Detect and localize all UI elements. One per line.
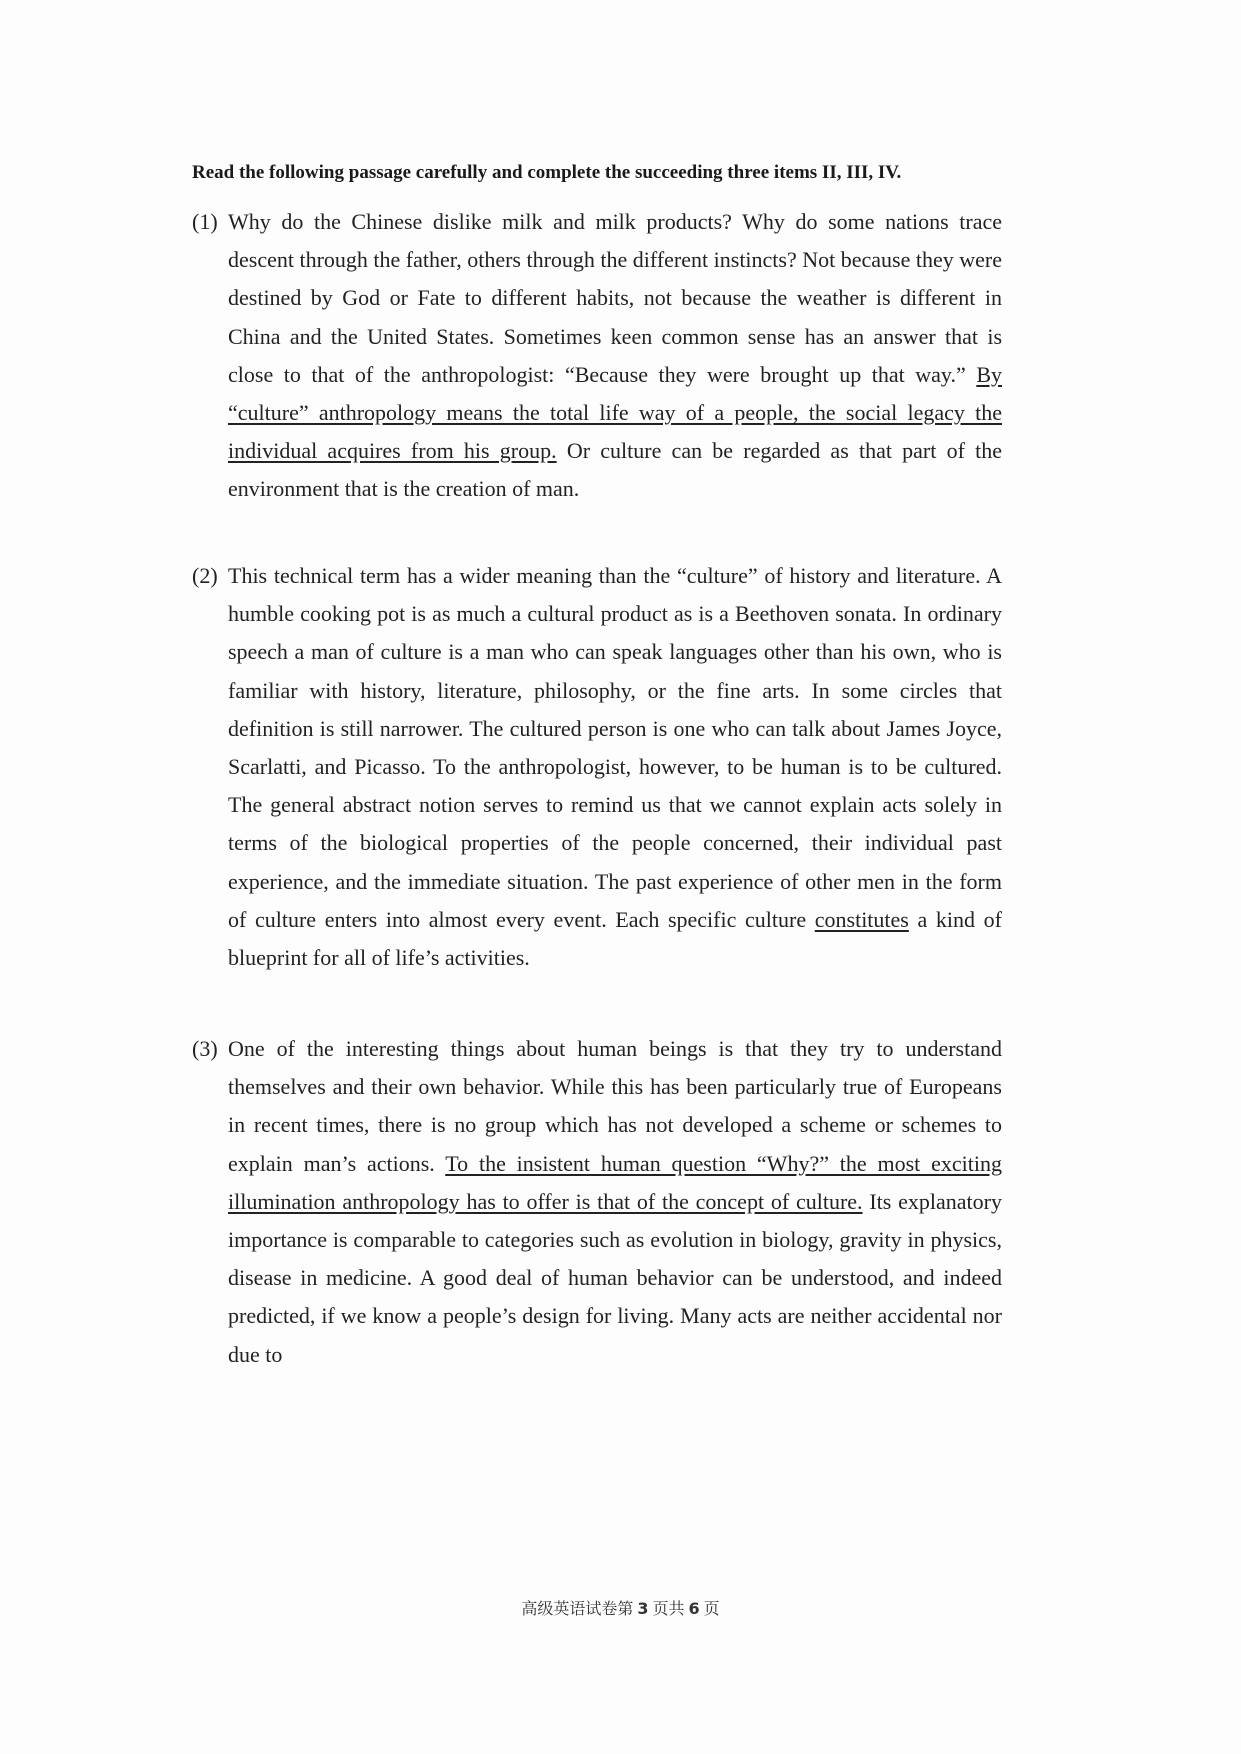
text-segment: This technical term has a wider meaning than the “culture” of history and literature. A humble cooking pot is as much a cultural product as is a Beethoven sonata. In ordinary speech a man of culture is a man who can speak languages other than his own, who is familiar with history, literature, philosophy, or the fine arts. In some circles that definition is still narrower. The cultured person is one who can talk about James Joyce, Scarlatti, and Picasso. To the anthropologist, however, to be human is to be cultured. The general abstract notion serves to remind us that we cannot explain acts solely in terms of the biological properties of the people concerned, their individual past experience, and the immediate situation. The past experience of other men in the form of culture enters into almost every event. Each specific culture xyxy=(228,563,1002,932)
paragraph-text xyxy=(228,1030,1002,1374)
paragraph-text xyxy=(228,203,1002,509)
footer-middle: 页共 xyxy=(652,1599,685,1618)
current-page-number: 3 xyxy=(637,1599,649,1618)
paragraph-3 xyxy=(192,1030,1002,1374)
underlined-sentence: To the insistent human question “Why?” the most exciting illumination anthropology has to offer is that of the concept of culture. xyxy=(228,1150,1002,1214)
instruction-heading: Read the following passage carefully and complete the succeeding three items II, III, IV. xyxy=(192,162,902,183)
paragraph-1 xyxy=(192,203,1002,509)
text-segment: One of the interesting things about human beings is that they try to understand themselves and their own behavior. While this has been particularly true of Europeans in recent times, there is no group which has not developed a scheme or schemes to explain man’s actions. xyxy=(228,1036,1002,1176)
paragraph-number: (1) xyxy=(192,209,218,234)
footer-prefix: 高级英语试卷第 xyxy=(521,1599,634,1618)
footer-suffix: 页 xyxy=(703,1599,720,1618)
paragraph-text xyxy=(228,557,1002,977)
paragraph-number: (3) xyxy=(192,1036,218,1061)
paragraph-number: (2) xyxy=(192,563,218,588)
underlined-word: constitutes xyxy=(814,906,909,932)
page-footer xyxy=(0,1596,1241,1619)
text-segment: a kind of blueprint for all of life’s activities. xyxy=(228,906,1003,971)
underlined-sentence: By “culture” anthropology means the total life way of a people, the social legacy the individual acquires from his group. xyxy=(228,361,1002,464)
paragraph-2 xyxy=(192,557,1002,977)
text-segment: Or culture can be regarded as that part of the environment that is the creation of man. xyxy=(228,438,1002,502)
total-pages-number: 6 xyxy=(688,1599,700,1618)
text-segment: Why do the Chinese dislike milk and milk products? Why do some nations trace descent through the father, others through the different instincts? Not because they were destined by God or Fate to different habits, not because the weather is different in China and the United States. Sometimes keen common sense has an answer that is close to that of the anthropologist: “Because they were brought up that way.” xyxy=(228,209,1002,387)
text-segment: Its explanatory importance is comparable to categories such as evolution in biology, gravity in physics, disease in medicine. A good deal of human behavior can be understood, and indeed predicted, if we know a people’s design for living. Many acts are neither accidental nor due to xyxy=(228,1188,1002,1367)
